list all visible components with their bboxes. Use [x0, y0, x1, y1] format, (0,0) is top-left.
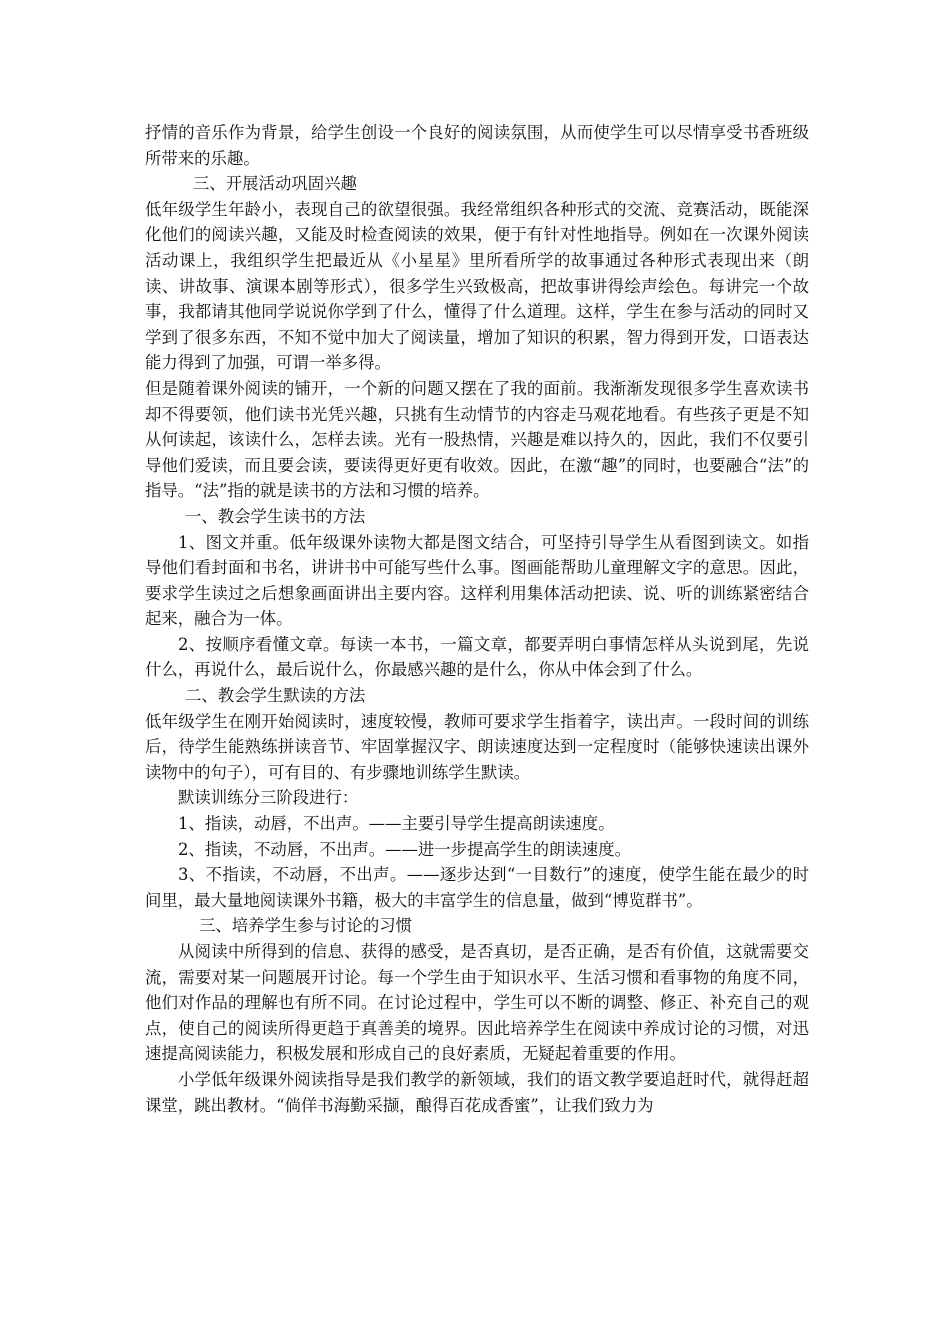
- paragraph-method-1: 1、图文并重。低年级课外读物大都是图文结合，可坚持引导学生从看图到读文。如指导他们看封面和书名，讲讲书中可能写些什么事。图画能帮助儿童理解文字的意思。因此，要求学生读过之后想象画面讲出主要内容。这样利用集体活动把读、说、听的训练紧密结合起来，融合为一体。: [145, 532, 809, 629]
- paragraph-new-problem: 但是随着课外阅读的铺开，一个新的问题又摆在了我的面前。我渐渐发现很多学生喜欢读书却不得要领，他们读书光凭兴趣，只挑有生动情节的内容走马观花地看。有些孩子更是不知从何读起，该读什么，怎样去读。光有一股热情，兴趣是难以持久的，因此，我们不仅要引导他们爱读，而且要会读，要读得更好更有收效。因此，在激“趣”的同时，也要融合“法”的指导。“法”指的就是读书的方法和习惯的培养。: [145, 378, 809, 501]
- paragraph-method-2: 2、按顺序看懂文章。每读一本书，一篇文章，都要弄明白事情怎样从头说到尾，先说什么，再说什么，最后说什么，你最感兴趣的是什么，你从中体会到了什么。: [145, 634, 809, 680]
- paragraph-stage-2: 2、指读，不动唇，不出声。——进一步提高学生的朗读速度。: [178, 839, 631, 859]
- section-heading-discussion: 三、培养学生参与讨论的习惯: [199, 916, 413, 936]
- paragraph-stage-1: 1、指读，动唇，不出声。——主要引导学生提高朗读速度。: [178, 814, 615, 834]
- paragraph-stage-3: 3、不指读，不动唇，不出声。——逐步达到“一目数行”的速度，使学生能在最少的时间里，最大量地阅读课外书籍，极大的丰富学生的信息量，做到“博览群书”。: [145, 865, 809, 910]
- document-page: [145, 120, 809, 1118]
- section-heading-activities: 三、开展活动巩固兴趣: [193, 174, 357, 194]
- paragraph-intro: 抒情的音乐作为背景，给学生创设一个良好的阅读氛围，从而使学生可以尽情享受书香班级所带来的乐趣。: [145, 123, 809, 168]
- paragraph-silent-stages: 默读训练分三阶段进行：: [178, 788, 359, 808]
- section-heading-silent-reading: 二、教会学生默读的方法: [185, 686, 366, 706]
- paragraph-conclusion: 小学低年级课外阅读指导是我们教学的新领域，我们的语文教学要追赶时代，就得赶超课堂，跳出教材。“倘佯书海勤采撷，酿得百花成香蜜”，让我们致力为: [145, 1069, 809, 1115]
- paragraph-activities: 低年级学生年龄小，表现自己的欲望很强。我经常组织各种形式的交流、竞赛活动，既能深化他们的阅读兴趣，又能及时检查阅读的效果，便于有针对性地指导。例如在一次课外阅读活动课上，我组织学生把最近从《小星星》里所看所学的故事通过各种形式表现出来（朗读、讲故事、演课本剧等形式），很多学生兴致极高，把故事讲得绘声绘色。每讲完一个故事，我都请其他同学说说你学到了什么，懂得了什么道理。这样，学生在参与活动的同时又学到了很多东西，不知不觉中加大了阅读量，增加了知识的积累，智力得到开发，口语表达能力得到了加强，可谓一举多得。: [145, 199, 809, 373]
- paragraph-silent-reading: 低年级学生在刚开始阅读时，速度较慢，教师可要求学生指着字，读出声。一段时间的训练后，待学生能熟练拼读音节、牢固掌握汉字、朗读速度达到一定程度时（能够快速读出课外读物中的句子），可有目的、有步骤地训练学生默读。: [145, 711, 809, 782]
- paragraph-discussion: 从阅读中所得到的信息、获得的感受，是否真切，是否正确，是否有价值，这就需要交流，需要对某一问题展开讨论。每一个学生由于知识水平、生活习惯和看事物的角度不同，他们对作品的理解也有所不同。在讨论过程中，学生可以不断的调整、修正、补充自己的观点，使自己的阅读所得更趋于真善美的境界。因此培养学生在阅读中养成讨论的习惯，对迅速提高阅读能力，积极发展和形成自己的良好素质，无疑起着重要的作用。: [145, 942, 809, 1064]
- section-heading-reading-methods: 一、教会学生读书的方法: [185, 506, 366, 526]
